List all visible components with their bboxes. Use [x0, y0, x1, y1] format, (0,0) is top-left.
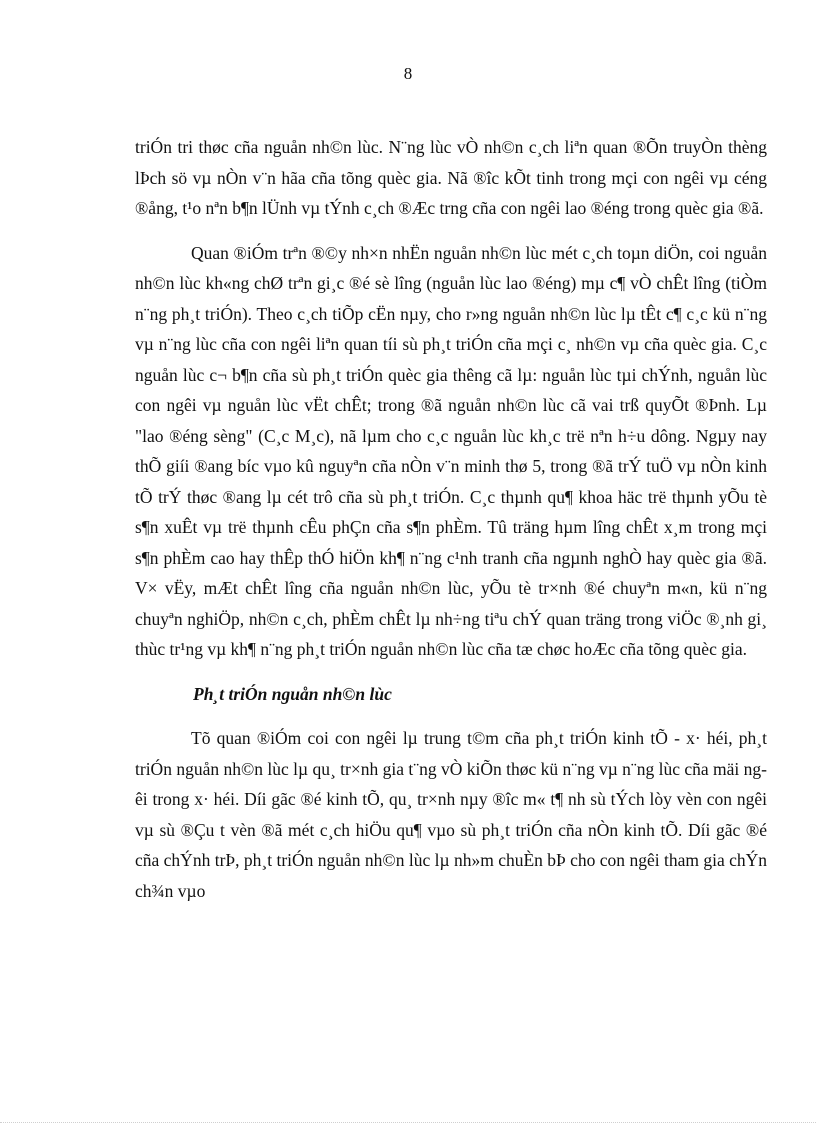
- paragraph-2: Quan ®iÓm trªn ®©y nh×n nhËn nguån nh©n lùc mét c¸ch toµn diÖn, coi nguån nh©n lùc kh«ng chØ trªn gi¸c ®é sè lîng (nguån lùc lao ®éng) mµ c¶ vÒ chÊt lîng (tiÒm n¨ng ph¸t triÓn). Theo c¸ch tiÕp cËn nµy, cho r»ng nguån nh©n lùc lµ tÊt c¶ c¸c kü n¨ng vµ n¨ng lùc cña con ngêi liªn quan tíi sù ph¸t triÓn cña mçi c¸ nh©n vµ cña quèc gia. C¸c nguån lùc c¬ b¶n cña sù ph¸t triÓn quèc gia thêng cã lµ: nguån lùc tµi chÝnh, nguån lùc con ngêi vµ nguån lùc vËt chÊt; trong ®ã nguån nh©n lùc cã vai trß quyÕt ®Þnh. Lµ "lao ®éng sèng" (C¸c M¸c), nã lµm cho c¸c nguån lùc kh¸c trë nªn h÷u dông. Ngµy nay thÕ giíi ®ang bíc vµo kû nguyªn cña nÒn v¨n minh thø 5, trong ®ã trÝ tuÖ vµ nÒn kinh tÕ trÝ thøc ®ang lµ cét trô cña sù ph¸t triÓn. C¸c thµnh qu¶ khoa häc trë thµnh yÕu tè s¶n xuÊt vµ trë thµnh cÊu phÇn cña s¶n phÈm. Tû träng hµm lîng chÊt x¸m trong mçi s¶n phÈm cao hay thÊp thÓ hiÖn kh¶ n¨ng c¹nh tranh cña ngµnh nghÒ hay quèc gia ®ã. V× vËy, mÆt chÊt lîng cña nguån nh©n lùc, yÕu tè tr×nh ®é chuyªn m«n, kü n¨ng chuyªn nghiÖp, nh©n c¸ch, phÈm chÊt lµ nh÷ng tiªu chÝ quan träng trong viÖc ®¸nh gi¸ thùc tr¹ng vµ kh¶ n¨ng ph¸t triÓn nguån nh©n lùc cña tæ chøc hoÆc cña tõng quèc gia.: [135, 242, 767, 659]
- section-heading: Ph¸t triÓn nguån nh©n lùc: [193, 683, 392, 704]
- page-number: 8: [403, 64, 413, 83]
- paragraph-1: triÓn tri thøc cña nguån nh©n lùc. N¨ng lùc vÒ nh©n c¸ch liªn quan ®Õn truyÒn thèng lÞch sö vµ nÒn v¨n hãa cña tõng quèc gia. Nã ®îc kÕt tinh trong mçi con ngêi vµ céng ®ång, t¹o nªn b¶n lÜnh vµ tÝnh c¸ch ®Æc trng cña con ngêi lao ®éng trong quèc gia ®ã.: [135, 137, 767, 218]
- paragraph-3: Tõ quan ®iÓm coi con ngêi lµ trung t©m cña ph¸t triÓn kinh tÕ - x· héi, ph¸t triÓn nguån nh©n lùc lµ qu¸ tr×nh gia t¨ng vÒ kiÕn thøc kü n¨ng vµ n¨ng lùc cña mäi ngêi trong x· héi. Díi gãc ®é kinh tÕ, qu¸ tr×nh nµy ®îc m« t¶ nh sù tÝch lòy vèn con ngêi vµ sù ®Çu t vèn ®ã mét c¸ch hiÖu qu¶ vµo sù ph¸t triÓn cña nÒn kinh tÕ. Díi gãc ®é cña chÝnh trÞ, ph¸t triÓn nguån nh©n lùc lµ nh»m chuÈn bÞ cho con ngêi tham gia chÝn ch¾n vµo: [135, 728, 767, 901]
- document-body: [135, 132, 767, 920]
